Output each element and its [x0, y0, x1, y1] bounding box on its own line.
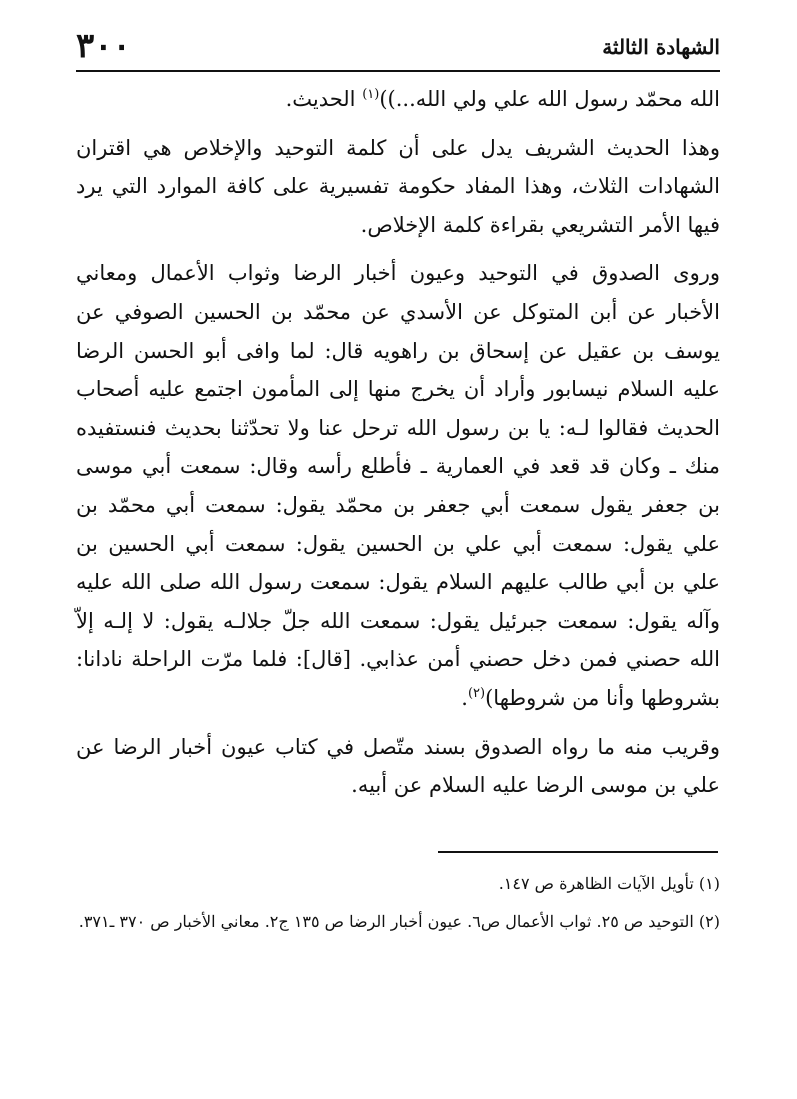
- footnote-ref-1: (١): [362, 87, 380, 102]
- paragraph-1: [76, 80, 720, 119]
- running-title: الشهادة الثالثة: [602, 35, 720, 59]
- paragraph-3: [76, 254, 720, 717]
- footnote-divider: [438, 851, 718, 853]
- footnote-2: (٢) التوحيد ص ٢٥. ثواب الأعمال ص٦. عيون أخبار الرضا ص ١٣٥ ج٢. معاني الأخبار ص ٣٧٠ ـ٣٧١.: [78, 912, 720, 931]
- footnotes: [76, 870, 720, 946]
- page-header: [76, 26, 720, 72]
- paragraph-2: وهذا الحديث الشريف يدل على أن كلمة التوحيد والإخلاص هي اقتران الشهادات الثلاث، وهذا المفاد حكومة تفسيرية على كافة الموارد التي يرد فيها الأمر التشريعي بقراءة كلمة الإخلاص.: [76, 135, 720, 237]
- main-text: [76, 80, 720, 805]
- paragraph-3-text: وروى الصدوق في التوحيد وعيون أخبار الرضا وثواب الأعمال ومعاني الأخبار عن أبن المتوكل عن الأسدي عن محمّد بن الحسين الصوفي عن يوسف بن عقيل عن إسحاق بن راهويه قال: لما وافى أبو الحسن الرضا عليه السلام نيسابور وأراد أن يخرج منها إلى المأمون اجتمع عليه أصحاب الحديث فقالوا لـه: يا بن رسول الله ترحل عنا ولا تحدّثنا بحديث فنستفيده منك ـ وكان قد قعد في العمارية ـ فأطلع رأسه وقال: سمعت أبي موسى بن جعفر يقول سمعت أبي جعفر بن محمّد يقول: سمعت أبي محمّد بن علي يقول: سمعت أبي علي بن الحسين يقول: سمعت أبي الحسين بن علي بن أبي طالب عليهم السلام يقول: سمعت رسول الله صلى الله عليه وآله يقول: سمعت جبرئيل يقول: سمعت الله جلّ جلالـه يقول: لا إلـه إلاّ الله حصني فمن دخل حصني أمن عذابي. [قال]: فلما مرّت الراحلة نادانا: بشروطها وأنا من شروطها): [76, 261, 720, 710]
- footnote-ref-2: (٢): [467, 685, 486, 701]
- paragraph-1-text: الله محمّد رسول الله علي ولي الله...)): [379, 87, 720, 111]
- footnote-1: (١) تأويل الآيات الظاهرة ص ١٤٧.: [498, 874, 720, 893]
- paragraph-1-tail: الحديث.: [285, 87, 363, 111]
- paragraph-4: وقريب منه ما رواه الصدوق بسند متّصل في كتاب عيون أخبار الرضا عن علي بن موسى الرضا عليه السلام عن أبيه.: [76, 734, 720, 798]
- page-number: ٣٠٠: [76, 26, 131, 66]
- paragraph-3-tail: .: [461, 685, 468, 710]
